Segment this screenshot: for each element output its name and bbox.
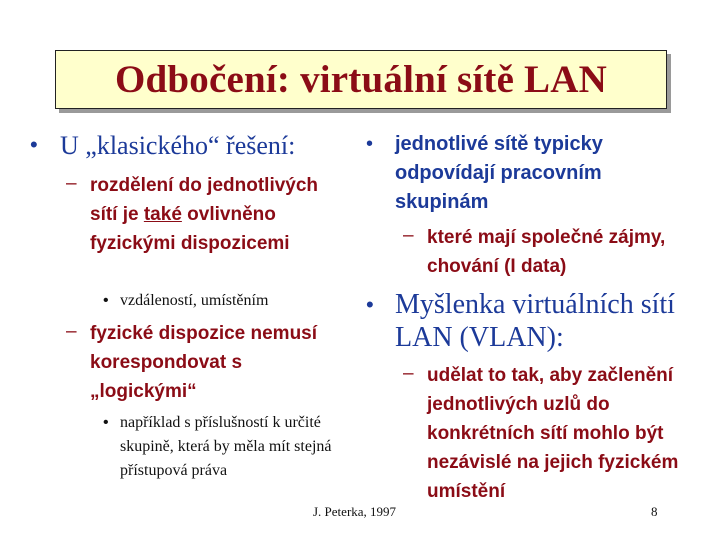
left-sub-1-pre: rozdělení do jednotlivých sítí je [90,175,319,225]
right-bullet-1: jednotlivé sítě typicky odpovídají pracovním skupinám [395,133,603,213]
left-sub-1 [90,171,350,258]
left-item-2: například s příslušností k určité skupině, která by měla mít stejná přístupová práva [120,414,332,479]
slide-title-box [55,50,667,109]
bullet-left-2-item: • [103,414,109,431]
slide-title: Odbočení: virtuální sítě LAN [114,58,608,101]
left-bullet-1: U „klasického“ řešení: [60,131,296,160]
page-number: 8 [651,504,658,519]
left-sub-2: fyzické dispozice nemusí korespondovat s „logickými“ [90,323,318,402]
right-bullet-2: Myšlenka virtuálních sítí LAN (VLAN): [395,289,675,353]
footer-author: J. Peterka, 1997 [313,504,397,519]
left-item-1: vzdáleností, umístěním [120,292,269,309]
bullet-right-2: • [366,292,374,317]
bullet-left-1-item: • [103,292,109,309]
left-sub-1-underlined: také [143,204,182,225]
bullet-left-1: • [30,132,38,157]
dash-left-1: – [66,173,77,194]
bullet-right-1: • [366,133,374,155]
right-sub-1: které mají společné zájmy, chování (I data) [427,227,666,277]
dash-right-2: – [403,363,414,384]
dash-left-2: – [66,321,77,342]
dash-right-1: – [403,225,414,246]
left-sub-1-post: ovlivněno fyzickými dispozicemi [90,204,290,254]
right-sub-2: udělat to tak, aby začlenění jednotlivých uzlů do konkrétních sítí mohlo být nezávislé na jejich fyzickém umístění [427,365,679,502]
